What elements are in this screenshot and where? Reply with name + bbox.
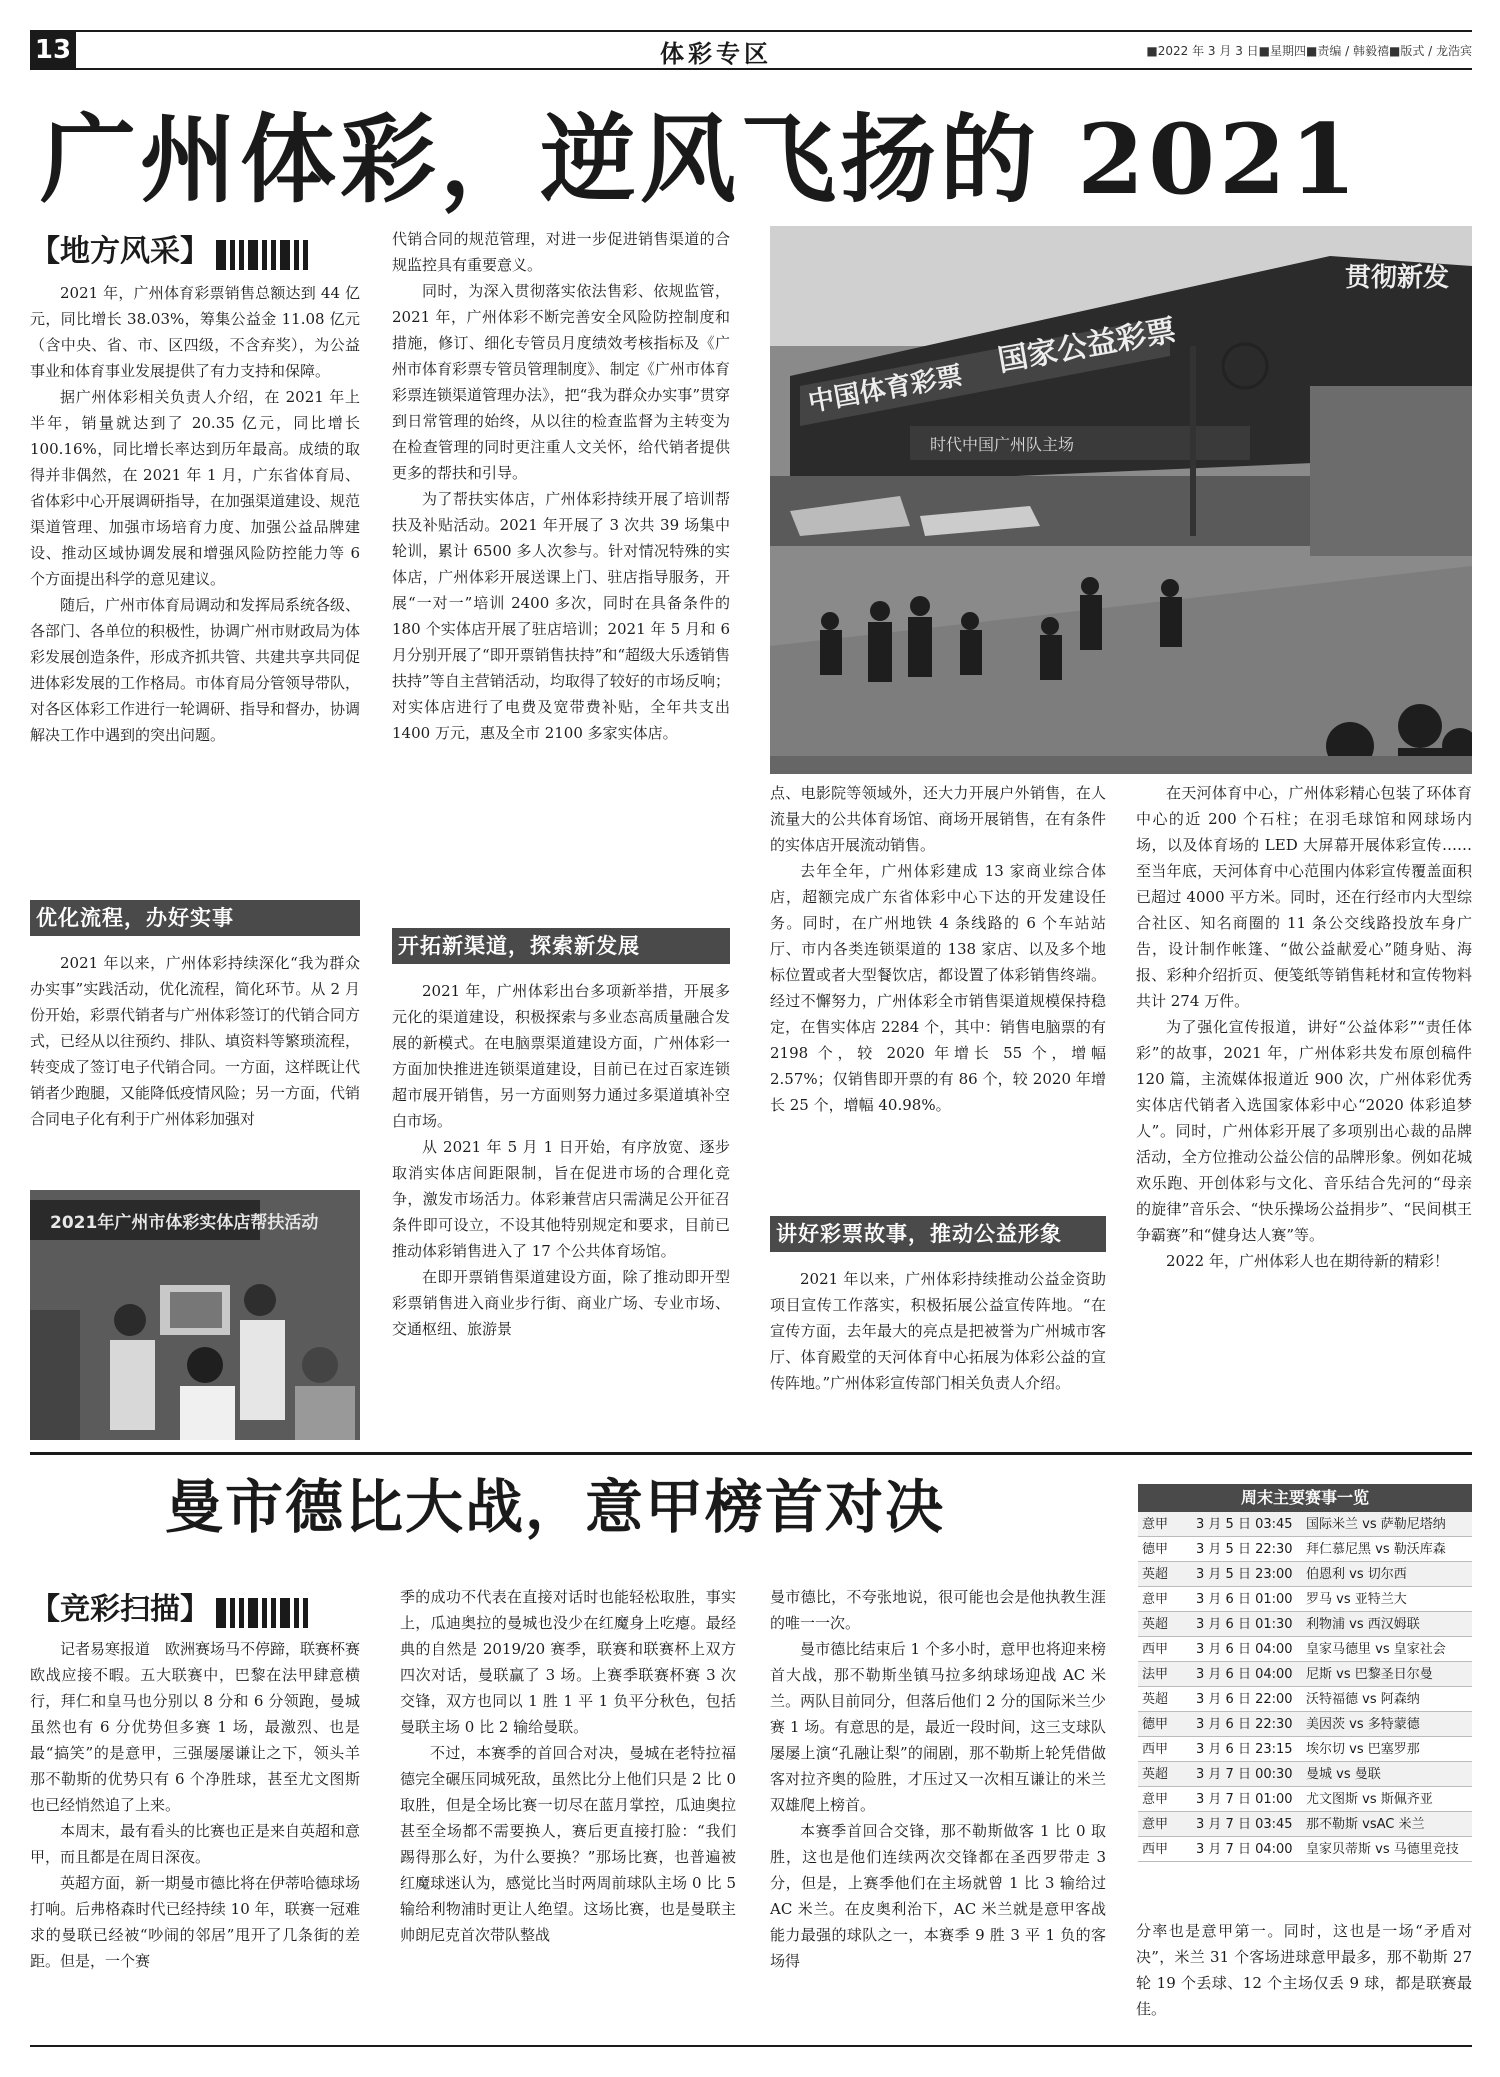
time-cell: 3 月 6 日 22:00 [1196,1692,1293,1707]
paragraph: 2022 年，广州体彩人也在期待新的精彩！ [1166,1252,1449,1270]
league-cell: 英超 [1142,1692,1169,1707]
subhead-stories: 讲好彩票故事，推动公益形象 [770,1216,1106,1252]
article1-col1 [30,280,360,748]
paragraph: 点、电影院等领域外，还大力开展户外销售，在人流量大的公共体育场馆、商场开展销售，在有条件的实体店开展流动销售。 [770,784,1106,854]
paragraph: 从 2021 年 5 月 1 日开始，有序放宽、逐步取消实体店间距限制，旨在促进市场的合理化竞争，激发市场活力。体彩兼营店只需满足公开征召条件即可设立，不设其他特别规定和要求，目前已推动体彩销售进入了 17 个公共体育场馆。 [392,1138,730,1260]
sign-slogan: 贯彻新发 [1345,263,1450,293]
sign-stadium: 时代中国广州队主场 [930,435,1075,454]
paragraph: 不过，本赛季的首回合对决，曼城在老特拉福德完全碾压同城死敌，虽然比分上他们只是 2 比 0 取胜，但是全场比赛一切尽在蓝月掌控，瓜迪奥拉甚至全场都不需要换人，赛后更直接打脸：“我们踢得那么好，为什么要换？”那场比赛，也普遍被红魔球迷认为，感觉比当时两周前球队主场 0 比 5 输给利物浦时更让人绝望。这场比赛，也是曼联主帅朗尼克首次带队整战 [400,1744,736,1944]
subhead-optimize: 优化流程，办好实事 [30,900,360,936]
league-cell: 英超 [1142,1567,1169,1582]
time-cell: 3 月 6 日 01:30 [1196,1617,1293,1632]
paragraph: 去年全年，广州体彩建成 13 家商业综合体店，超额完成广东省体彩中心下达的开发建设任务。同时，在广州地铁 4 条线路的 6 个车站站厅、市内各类连锁渠道的 138 家店、以及多个地标位置或者大型餐饮店，都设置了体彩销售终端。经过不懈努力，广州体彩全市销售渠道规模保持稳定，在售实体店 2284 个，其中：销售电脑票的有 2198 个，较 2020 年增长 55 个，增幅 2.57%；仅销售即开票的有 86 个，较 2020 年增长 25 个，增幅 40.98%。 [770,862,1106,1114]
table-row [1138,1787,1472,1812]
paragraph: 季的成功不代表在直接对话时也能轻松取胜，事实上，瓜迪奥拉的曼城也没少在红魔身上吃瘪。最经典的自然是 2019/20 赛季，联赛和联赛杯上双方四次对话，曼联赢了 3 场。上赛季联赛杯赛 3 次交锋，双方也同以 1 胜 1 平 1 负平分秋色，包括曼联主场 0 比 2 输给曼联。 [400,1588,736,1736]
league-cell: 意甲 [1142,1792,1169,1807]
article1-column-label [30,226,312,271]
paragraph: 为了帮扶实体店，广州体彩持续开展了培训帮扶及补贴活动。2021 年开展了 3 次共 39 场集中轮训，累计 6500 多人次参与。针对情况特殊的实体店，广州体彩开展送课上门、驻店指导服务，开展“一对一”培训 2400 多次，同时在具备条件的 180 个实体店开展了驻店培训；2021 年 5 月和 6 月分别开展了“即开票销售扶持”和“超级大乐透销售扶持”等自主营销活动，均取得了较好的市场反响；对实体店进行了电费及宽带费补贴，全年共支出 1400 万元，惠及全市 2100 多家实体店。 [392,490,731,742]
paragraph: 在天河体育中心，广州体彩精心包装了环体育中心的近 200 个石柱；在羽毛球馆和网球场内场，以及体育场的 LED 大屏幕开展体彩宣传……至当年底，天河体育中心范围内体彩宣传覆盖面积已超过 4000 平方米。同时，还在行经市内大型综合社区、知名商圈的 11 条公交线路投放车身广告，设计制作帐篷、“做公益献爱心”随身贴、海报、彩种介绍折页、便笺纸等销售耗材和宣传物料共计 274 万件。 [1136,784,1472,1010]
divider [30,1452,1472,1455]
table-row [1138,1512,1472,1537]
table-row [1138,1712,1472,1737]
paragraph: 曼市德比结束后 1 个多小时，意甲也将迎来榜首大战，那不勒斯坐镇马拉多纳球场迎战 AC 米兰。两队目前同分，但落后他们 2 分的国际米兰少赛 1 场。有意思的是，最近一段时间，这三支球队屡屡上演“孔融让梨”的闹剧，那不勒斯上轮凭借做客对拉齐奥的险胜，才压过又一次相互谦让的米兰双雄爬上榜首。 [770,1640,1106,1814]
paragraph: 曼市德比，不夸张地说，很可能也会是他执教生涯的唯一一次。 [770,1588,1106,1632]
time-cell: 3 月 5 日 03:45 [1196,1517,1293,1532]
issue-info: ■2022 年 3 月 3 日■星期四■责编 / 韩毅禧■版式 / 龙浩宾 [1146,44,1472,58]
photo-store-support [30,1190,360,1440]
article2-col1 [30,1636,360,1974]
time-cell: 3 月 7 日 01:00 [1196,1792,1293,1807]
article2-column-label [30,1584,312,1629]
league-cell: 意甲 [1142,1817,1169,1832]
photo-stadium-image [770,226,1472,774]
decorative-bars-icon [216,236,312,271]
paragraph: 本周末，最有看头的比赛也正是来自英超和意甲，而且都是在周日深夜。 [30,1822,361,1866]
article1-headline: 广州体彩，逆风飞扬的 2021 [40,103,1361,216]
article2-col4 [1136,1918,1472,2022]
league-cell: 英超 [1142,1617,1169,1632]
table-row [1138,1687,1472,1712]
league-cell: 意甲 [1142,1592,1169,1607]
paragraph: 为了强化宣传报道，讲好“公益体彩”“责任体彩”的故事，2021 年，广州体彩共发布原创稿件 120 篇，主流媒体报道近 900 次，广州体彩优秀实体店代销者入选国家体彩中心“2020 体彩追梦人”。同时，广州体彩开展了多项别出心裁的品牌活动，全方位推动公益公信的品牌形象。例如花城欢乐跑、开创体彩与文化、音乐结合先河的“母亲的旋律”音乐会、“快乐操场公益捐步”、“民间棋王争霸赛”和“健身达人赛”等。 [1136,1018,1472,1244]
table-row [1138,1612,1472,1637]
column-label-text: 【竞彩扫描】 [30,1592,210,1627]
paragraph: 同时，为深入贯彻落实依法售彩、依规监管，2021 年，广州体彩不断完善安全风险防控制度和措施，修订、细化专管员月度绩效考核指标及《广州市体育彩票专管员管理制度》、制定《广州市体育彩票连锁渠道管理办法》，把“我为群众办实事”贯穿到日常管理的始终，从以往的检查监督为主转变为在检查管理的同时更注重人文关怀，给代销者提供更多的帮扶和引导。 [392,282,730,482]
time-cell: 3 月 6 日 23:15 [1196,1742,1293,1757]
time-cell: 3 月 6 日 22:30 [1196,1717,1293,1732]
article2-col2 [400,1584,736,1948]
article1-col2 [392,226,730,746]
table-row [1138,1562,1472,1587]
article1-col4 [1136,780,1472,1274]
match-cell: 国际米兰 vs 萨勒尼塔纳 [1306,1517,1446,1532]
paragraph: 2021 年，广州体彩出台多项新举措，开展多元化的渠道建设，积极探索与多业态高质量融合发展的新模式。在电脑票渠道建设方面，广州体彩一方面加快推进连锁渠道建设，目前已在过百家连锁超市展开销售，另一方面则努力通过多渠道填补空白市场。 [392,982,730,1130]
photo-stadium-event [770,226,1472,774]
sign-public-lottery: 国家公益彩票 [995,313,1179,379]
table-row [1138,1587,1472,1612]
time-cell: 3 月 6 日 04:00 [1196,1667,1293,1682]
paragraph: 英超方面，新一期曼市德比将在伊蒂哈德球场打响。后弗格森时代已经持续 10 年，联赛一冠难求的曼联已经被“吵闹的邻居”甩开了几条街的差距。但是，一个赛 [30,1874,361,1970]
table-row [1138,1662,1472,1687]
paragraph: 据广州体彩相关负责人介绍，在 2021 年上半年，销量就达到了 20.35 亿元，同比增长 100.16%，同比增长率达到历年最高。成绩的取得并非偶然，在 2021 年 1 月，广东省体育局、省体彩中心开展调研指导，在加强渠道建设、规范渠道管理、加强市场培育力度、加强公益品牌建设、推动区域协调发展和增强风险防控能力等 6 个方面提出科学的意见建议。 [30,388,361,588]
paragraph: 记者易寒报道 欧洲赛场马不停蹄，联赛杯赛欧战应接不暇。五大联赛中，巴黎在法甲肆意横行，拜仁和皇马也分别以 8 分和 6 分领跑，曼城虽然也有 6 分优势但多赛 1 场，最激烈、也是最“搞笑”的是意甲，三强屡屡谦让之下，领头羊那不勒斯的优势只有 6 个净胜球，甚至尤文图斯也已经悄然追了上来。 [30,1640,361,1814]
league-cell: 西甲 [1142,1642,1169,1657]
match-cell: 伯恩利 vs 切尔西 [1306,1567,1407,1582]
match-cell: 美因茨 vs 多特蒙德 [1306,1717,1420,1732]
article1-col3b [770,1266,1106,1396]
paragraph: 2021 年以来，广州体彩持续深化“我为群众办实事”实践活动，优化流程，简化环节。从 2 月份开始，彩票代销者与广州体彩签订的代销合同方式，已经从以往预约、排队、填资料等繁琐流程，转变成了签订电子代销合同。一方面，这样既让代销者少跑腿，又能降低疫情风险；另一方面，代销合同电子化有利于广州体彩加强对 [30,954,361,1128]
paragraph: 2021 年，广州体育彩票销售总额达到 44 亿元，同比增长 38.03%，筹集公益金 11.08 亿元（含中央、省、市、区四级，不含弃奖），为公益事业和体育事业发展提供了有力支持和保障。 [30,284,360,380]
paragraph: 在即开票销售渠道建设方面，除了推动即开型彩票销售进入商业步行街、商业广场、专业市场、交通枢纽、旅游景 [392,1268,730,1338]
time-cell: 3 月 5 日 23:00 [1196,1567,1293,1582]
paragraph: 代销合同的规范管理，对进一步促进销售渠道的合规监控具有重要意义。 [392,230,730,274]
match-cell: 沃特福德 vs 阿森纳 [1306,1692,1420,1707]
match-cell: 皇家马德里 vs 皇家社会 [1306,1642,1446,1657]
table-row [1138,1737,1472,1762]
time-cell: 3 月 6 日 04:00 [1196,1642,1293,1657]
article1-col2b [392,978,730,1342]
table-row [1138,1537,1472,1562]
time-cell: 3 月 7 日 00:30 [1196,1767,1293,1782]
match-cell: 曼城 vs 曼联 [1306,1767,1381,1782]
match-cell: 罗马 vs 亚特兰大 [1306,1592,1407,1607]
article2-col3 [770,1584,1106,1974]
time-cell: 3 月 7 日 04:00 [1196,1842,1293,1857]
table-title: 周末主要赛事一览 [1138,1484,1472,1512]
match-cell: 皇家贝蒂斯 vs 马德里竞技 [1306,1842,1459,1857]
section-title: 体彩专区 [660,40,772,68]
match-cell: 尼斯 vs 巴黎圣日尔曼 [1306,1667,1433,1682]
paragraph: 2021 年以来，广州体彩持续推动公益金资助项目宣传工作落实，积极拓展公益宣传阵地。“在宣传方面，去年最大的亮点是把被誉为广州城市客厅、体育殿堂的天河体育中心拓展为体彩公益的宣传阵地。”广州体彩宣传部门相关负责人介绍。 [770,1270,1106,1392]
match-cell: 利物浦 vs 西汉姆联 [1306,1617,1420,1632]
table-row [1138,1762,1472,1787]
article1-col1b [30,950,360,1132]
article1-col3 [770,780,1106,1118]
league-cell: 法甲 [1142,1667,1169,1682]
paragraph: 本赛季首回合交锋，那不勒斯做客 1 比 0 取胜，这也是他们连续两次交锋都在圣西罗带走 3 分，但是，上赛季他们在主场就曾 1 比 3 输给过 AC 米兰。在皮奥利治下，AC 米兰就是意甲客战能力最强的球队之一，本赛季 9 胜 3 平 1 负的客场得 [770,1822,1106,1970]
match-cell: 拜仁慕尼黑 vs 勒沃库森 [1306,1542,1446,1557]
match-cell: 埃尔切 vs 巴塞罗那 [1306,1742,1420,1757]
article2-headline: 曼市德比大战，意甲榜首对决 [165,1473,946,1541]
paragraph: 分率也是意甲第一。同时，这也是一场“矛盾对决”，米兰 31 个客场进球意甲最多，那不勒斯 27 轮 19 个丢球、12 个主场仅丢 9 球，都是联赛最佳。 [1136,1922,1472,2018]
table-row [1138,1812,1472,1837]
paragraph: 随后，广州市体育局调动和发挥局系统各级、各部门、各单位的积极性，协调广州市财政局为体彩发展创造条件，形成齐抓共管、共建共享共同促进体彩发展的工作格局。市体育局分管领导带队，对各区体彩工作进行一轮调研、指导和督办，协调解决工作中遇到的突出问题。 [30,596,361,744]
subhead-new-channels: 开拓新渠道，探索新发展 [392,928,730,964]
league-cell: 英超 [1142,1767,1169,1782]
match-cell: 尤文图斯 vs 斯佩齐亚 [1306,1792,1433,1807]
time-cell: 3 月 5 日 22:30 [1196,1542,1293,1557]
league-cell: 西甲 [1142,1842,1169,1857]
photo-store-support-image [30,1190,360,1440]
league-cell: 意甲 [1142,1517,1169,1532]
page-number: 13 [30,30,76,70]
bottom-rule [30,2045,1472,2047]
match-cell: 那不勒斯 vsAC 米兰 [1306,1817,1425,1832]
table-row [1138,1837,1472,1862]
sign-lottery: 中国体育彩票 [806,361,965,418]
league-cell: 德甲 [1142,1717,1169,1732]
table-row [1138,1637,1472,1662]
photo-banner-text: 2021年广州市体彩实体店帮扶活动 [50,1213,319,1233]
league-cell: 德甲 [1142,1542,1169,1557]
league-cell: 西甲 [1142,1742,1169,1757]
time-cell: 3 月 7 日 03:45 [1196,1817,1293,1832]
column-label-text: 【地方风采】 [30,234,210,269]
time-cell: 3 月 6 日 01:00 [1196,1592,1293,1607]
match-schedule-table [1138,1484,1472,1862]
decorative-bars-icon [216,1594,312,1629]
